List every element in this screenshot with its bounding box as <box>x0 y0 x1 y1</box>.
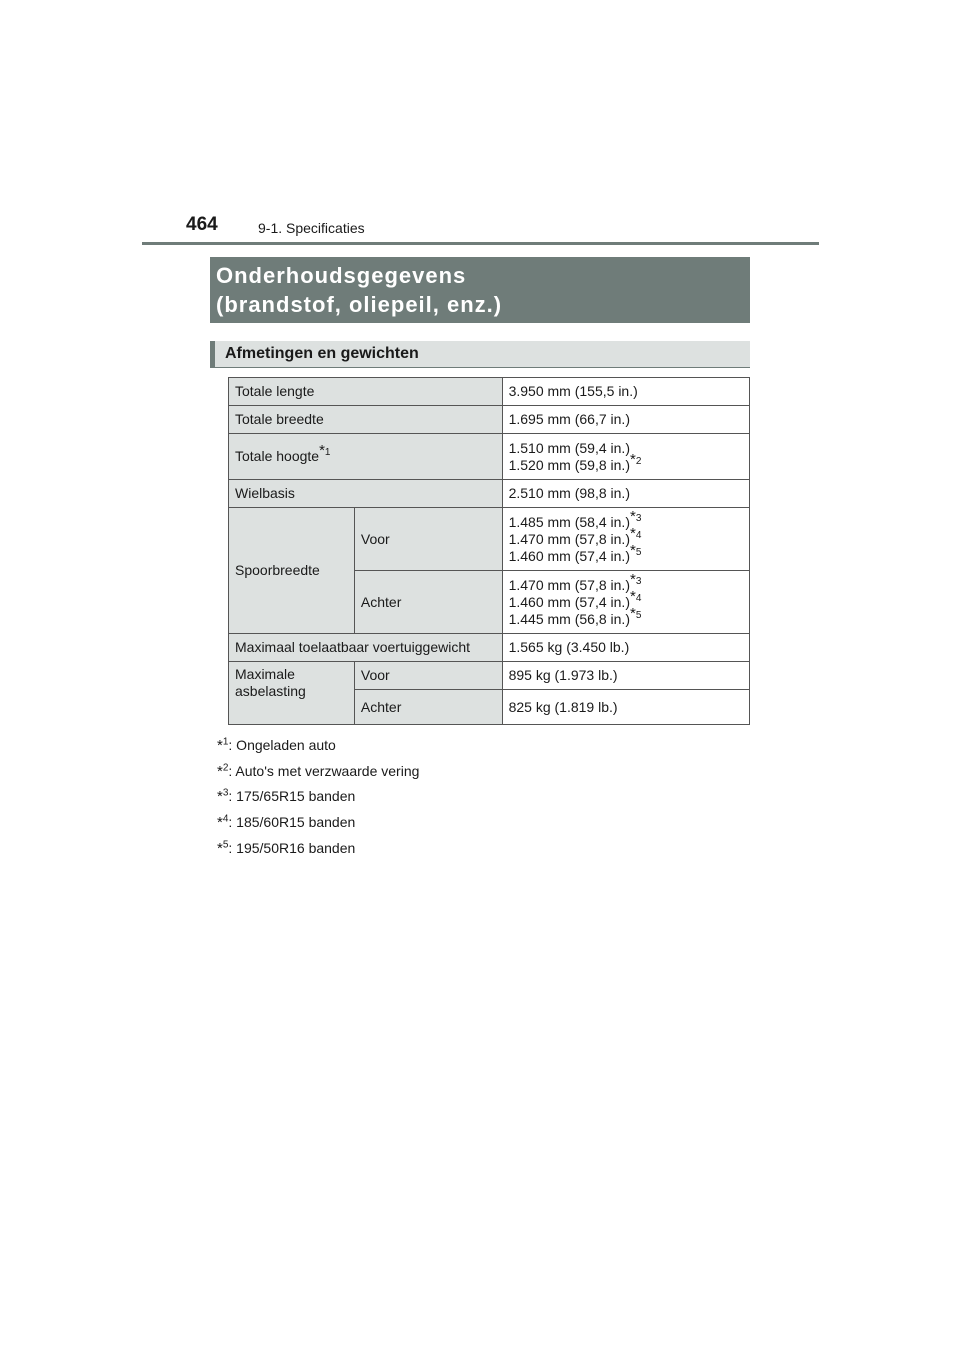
footnote-ref <box>629 450 642 468</box>
value-line <box>509 440 743 457</box>
footnote-text: : 185/60R15 banden <box>228 814 356 831</box>
footnote-star: * <box>217 788 223 806</box>
footnote <box>217 784 419 810</box>
footnote <box>217 759 419 785</box>
row-label-text: Totale hoogte <box>235 448 320 464</box>
value-text: 1.460 mm (57,4 in.) <box>508 593 630 610</box>
row-label: Maximale asbelasting <box>229 662 355 725</box>
footnote-ref <box>629 604 642 622</box>
value-line <box>508 604 743 628</box>
row-value: 1.695 mm (66,7 in.) <box>502 406 749 434</box>
value-line <box>508 507 743 531</box>
footnote-star: * <box>217 839 223 857</box>
table-row <box>229 406 750 434</box>
footnote-text: : Ongeladen auto <box>228 737 336 753</box>
page-number: 464 <box>186 214 218 235</box>
footnote-star: * <box>217 814 223 832</box>
row-value <box>502 434 749 480</box>
value-line <box>508 587 743 611</box>
footnote <box>217 810 419 836</box>
subheading <box>210 341 750 368</box>
footnote-number: 4 <box>635 592 642 604</box>
footnote <box>217 836 419 862</box>
footnote-star: * <box>629 450 636 468</box>
footnote-ref <box>629 587 642 605</box>
row-label <box>229 434 503 480</box>
footnote-ref <box>629 570 642 588</box>
row-sublabel: Voor <box>354 662 502 690</box>
footnote <box>217 733 419 759</box>
footnote-number: 3 <box>635 575 642 587</box>
row-label: Maximaal toelaatbaar voertuiggewicht <box>229 634 503 662</box>
footnote-star: * <box>629 524 636 542</box>
table-row <box>229 634 750 662</box>
footnote-star: * <box>629 541 636 559</box>
footnote-number: 1 <box>324 447 331 459</box>
row-label: Totale lengte <box>229 378 503 406</box>
table-row <box>229 662 750 690</box>
footnote-number: 1 <box>222 736 229 748</box>
row-sublabel: Achter <box>354 690 502 725</box>
row-value <box>502 571 749 634</box>
footnote-ref <box>629 507 642 525</box>
value-text: 1.470 mm (57,8 in.) <box>508 530 630 547</box>
footnote-star: * <box>319 442 325 460</box>
footnote-number: 2 <box>222 762 229 774</box>
footnote-number: 4 <box>222 813 229 825</box>
section-label: 9-1. Specificaties <box>258 220 365 236</box>
row-sublabel: Achter <box>354 571 502 634</box>
value-line <box>508 541 743 565</box>
row-label: Totale breedte <box>229 406 503 434</box>
footnote-text: : 195/50R16 banden <box>228 839 356 856</box>
value-line <box>508 524 743 548</box>
row-label: Spoorbreedte <box>229 508 355 634</box>
table-row <box>229 508 750 571</box>
title-line-2: (brandstof, oliepeil, enz.) <box>216 292 503 317</box>
footnote-number: 2 <box>635 455 642 467</box>
table-row <box>229 378 750 406</box>
footnotes <box>217 733 419 861</box>
footnote-text: : 175/65R15 banden <box>228 788 356 805</box>
value-text: 1.485 mm (58,4 in.) <box>508 513 630 530</box>
footnote-number: 5 <box>635 609 642 621</box>
row-value: 2.510 mm (98,8 in.) <box>502 480 749 508</box>
footnote-ref <box>629 524 642 542</box>
value-text: 1.445 mm (56,8 in.) <box>508 610 630 627</box>
header-rule <box>142 242 819 245</box>
row-value: 895 kg (1.973 lb.) <box>502 662 749 690</box>
row-value: 1.565 kg (3.450 lb.) <box>502 634 749 662</box>
title-line-1: Onderhoudsgegevens <box>216 263 467 288</box>
footnote-number: 3 <box>222 787 229 799</box>
footnote-star: * <box>629 604 636 622</box>
row-value: 3.950 mm (155,5 in.) <box>502 378 749 406</box>
footnote-number: 5 <box>635 546 642 558</box>
footnote-star: * <box>217 762 223 780</box>
footnote-star: * <box>629 587 636 605</box>
table-row <box>229 480 750 508</box>
footnote-text: : Auto's met verzwaarde vering <box>228 762 420 779</box>
footnote-star: * <box>217 737 223 754</box>
row-sublabel: Voor <box>354 508 502 571</box>
table-row <box>229 434 750 480</box>
footnote-ref <box>629 541 642 559</box>
footnote-number: 4 <box>635 529 642 541</box>
row-value: 825 kg (1.819 lb.) <box>502 690 749 725</box>
subheading-text: Afmetingen en gewichten <box>225 345 419 362</box>
value-line <box>508 450 743 474</box>
footnote-star: * <box>629 507 636 525</box>
row-label: Wielbasis <box>229 480 503 508</box>
footnote-number: 3 <box>635 512 642 524</box>
specs-table <box>228 377 750 725</box>
row-value <box>502 508 749 571</box>
value-line <box>508 570 743 594</box>
value-text: 1.460 mm (57,4 in.) <box>508 547 630 564</box>
page-title <box>210 257 750 323</box>
footnote-ref <box>319 442 331 460</box>
value-text: 1.510 mm (59,4 in.) <box>508 439 630 456</box>
value-text: 1.470 mm (57,8 in.) <box>508 576 630 593</box>
value-text: 1.520 mm (59,8 in.) <box>508 456 630 473</box>
footnote-number: 5 <box>222 839 229 851</box>
footnote-star: * <box>629 570 636 588</box>
